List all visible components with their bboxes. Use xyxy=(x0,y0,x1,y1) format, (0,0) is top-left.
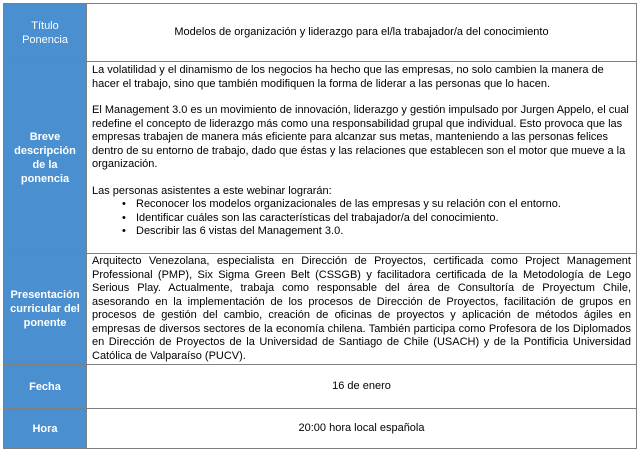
fecha-label: Fecha xyxy=(4,365,87,409)
presentacion-label: Presentación curricular del ponente xyxy=(4,254,87,365)
fecha-value: 16 de enero xyxy=(87,365,637,409)
descripcion-label: Breve descripción de la ponencia xyxy=(4,62,87,254)
titulo-value: Modelos de organización y liderazgo para el/la trabajador/a del conocimiento xyxy=(87,4,637,62)
titulo-label: Título Ponencia xyxy=(4,4,87,62)
presentacion-value: Arquitecto Venezolana, especialista en Dirección de Proyectos, certificada como Project Management Professional (PMP), Six Sigma Green Belt (CSSGB) y facilitadora certificada de la Metodología de Lego Serious Play. Actualmente, trabaja como responsable del área de Consultoría de Proyectum Chile, asesorando en la implementación de los procesos de Dirección de Proyectos, facilitación de grupos en procesos de gestión del cambio, creación de oficinas de proyectos y aplicación de métodos ágiles en empresas de diversos sectores de la economía chilena. También participa como Profesora de los Diplomados en Dirección de Proyectos de la Universidad de Santiago de Chile (USACH) y de la Pontificia Universidad Católica de Valparaíso (PUCV). xyxy=(87,254,637,365)
document-page xyxy=(3,3,637,449)
descripcion-row xyxy=(4,62,637,254)
objetivo-item: • Identificar cuáles son las características del trabajador/a del conocimiento. xyxy=(136,212,631,226)
descripcion-paragraph-2: El Management 3.0 es un movimiento de innovación, liderazgo y gestión impulsado por Jurgen Appelo, el cual redefine el concepto de liderazgo más como una responsabilidad grupal que individual. Esto provoca que las empresas trabajen de manera más eficiente para alcanzar sus metas, manteniendo a las personas felices dentro de su entorno de trabajo, dado que éstas y las relaciones que establecen son el motor que mueve a la organización. xyxy=(92,104,629,170)
titulo-row xyxy=(4,4,637,62)
hora-value: 20:00 hora local española xyxy=(87,409,637,449)
hora-label: Hora xyxy=(4,409,87,449)
descripcion-paragraph-1: La volatilidad y el dinamismo de los negocios ha hecho que las empresas, no solo cambien la manera de hacer el trabajo, sino que también modifiquen la forma de liderar a las personas que lo hacen. xyxy=(92,64,604,90)
objetivo-item: • Describir las 6 vistas del Management 3.0. xyxy=(136,225,631,239)
descripcion-value xyxy=(87,62,637,254)
hora-row xyxy=(4,409,637,449)
fecha-row xyxy=(4,365,637,409)
descripcion-paragraph-3: Las personas asistentes a este webinar lograrán: xyxy=(92,184,332,197)
objetivo-item: • Reconocer los modelos organizacionales de las empresas y su relación con el entorno. xyxy=(136,198,631,212)
ponencia-info-table xyxy=(3,3,637,449)
objetivos-list xyxy=(92,198,631,239)
presentacion-row xyxy=(4,254,637,365)
